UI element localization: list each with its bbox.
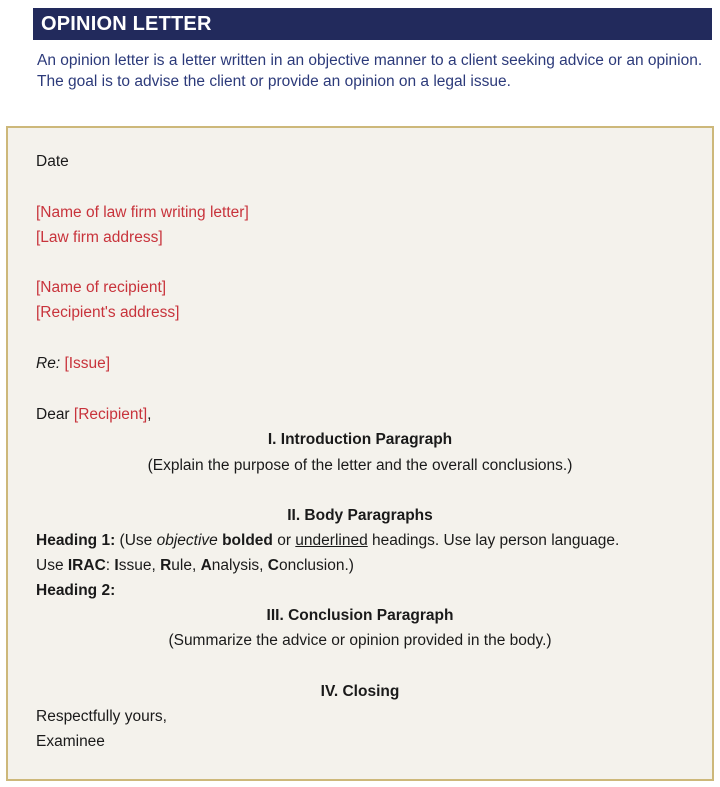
irac-text: ule, [171,557,201,574]
section-closing-title: IV. Closing [320,683,400,700]
irac-letter-a: A [200,557,212,574]
section-body-title: II. Body Paragraphs [287,507,433,524]
re-issue-placeholder: [Issue] [64,355,111,372]
closing-line: Respectfully yours, [36,708,167,725]
irac-acronym: IRAC [67,557,106,574]
signature-line: Examinee [36,733,105,750]
heading1-text: headings. Use lay person language. [367,532,620,549]
section-conclusion-desc: (Summarize the advice or opinion provided in the body.) [168,632,552,649]
re-label: Re: [36,355,61,372]
salutation-comma: , [147,406,152,423]
irac-letter-r: R [160,557,172,574]
irac-text: nalysis, [211,557,268,574]
section-introduction-title: I. Introduction Paragraph [267,431,453,448]
irac-letter-c: C [267,557,279,574]
heading1-label: Heading 1: [36,532,116,549]
intro-description: An opinion letter is a letter written in an objective manner to a client seeking advice or an opinion. The goal is to advise the client or provide an opinion on a legal issue. [37,52,703,90]
title-bar [33,8,712,40]
date-line: Date [36,153,69,170]
irac-line [36,556,354,576]
heading1-underlined: underlined [295,532,368,549]
irac-text: Use [36,557,68,574]
firm-name-placeholder: [Name of law firm writing letter] [36,204,249,221]
heading1-text: or [272,532,296,549]
heading2-label: Heading 2: [36,582,116,599]
re-line [36,354,110,374]
heading1-line [36,531,619,551]
recipient-name-placeholder: [Name of recipient] [36,279,167,296]
salutation-recipient-placeholder: [Recipient] [73,406,148,423]
irac-text: : [105,557,115,574]
heading1-objective: objective [156,532,218,549]
irac-text: ssue, [118,557,161,574]
page-title: OPINION LETTER [41,12,212,35]
irac-letter-i: I [114,557,119,574]
recipient-address-placeholder: [Recipient's address] [36,304,180,321]
heading1-bolded: bolded [222,532,273,549]
section-conclusion-title: III. Conclusion Paragraph [266,607,454,624]
firm-address-placeholder: [Law firm address] [36,229,163,246]
section-introduction-desc: (Explain the purpose of the letter and the overall conclusions.) [147,457,573,474]
irac-text: onclusion.) [278,557,354,574]
heading1-text: (Use [115,532,157,549]
salutation-line [36,405,151,425]
salutation-text: Dear [36,406,70,423]
